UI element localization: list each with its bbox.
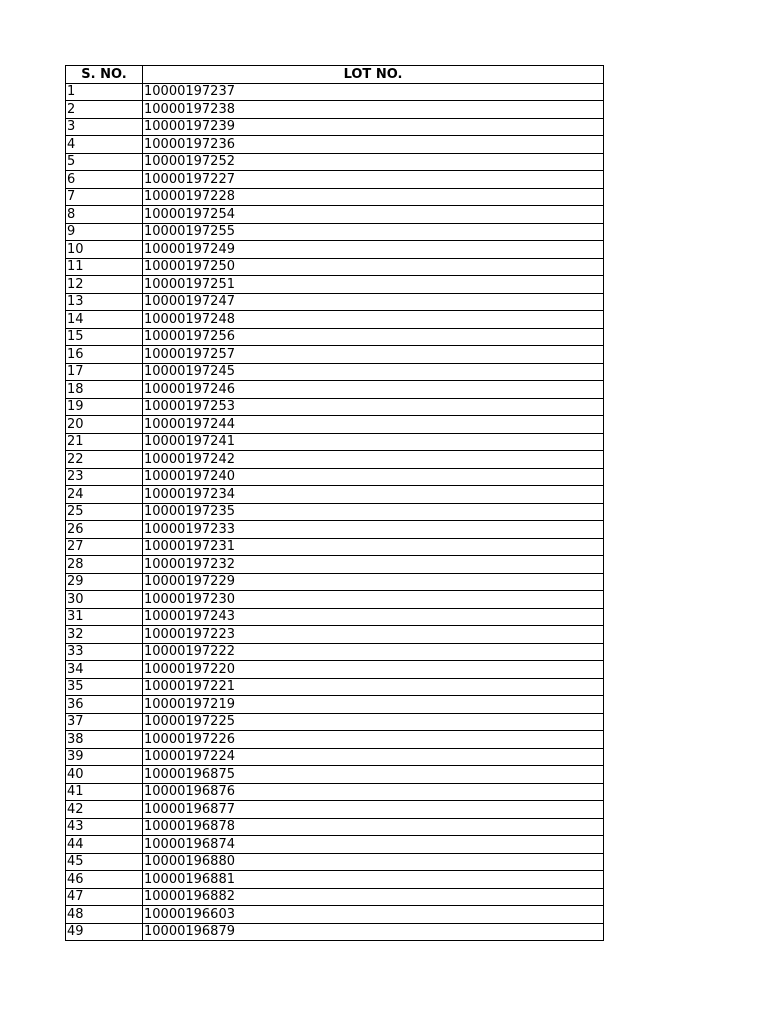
table-row bbox=[66, 363, 604, 381]
lot-number-cell: 10000197254 bbox=[143, 206, 604, 224]
table-row bbox=[66, 83, 604, 101]
lot-number-cell: 10000196879 bbox=[143, 923, 604, 941]
serial-number-cell: 12 bbox=[66, 276, 143, 294]
lot-number-cell: 10000197252 bbox=[143, 153, 604, 171]
serial-number-cell: 10 bbox=[66, 241, 143, 259]
table-row bbox=[66, 241, 604, 259]
lot-number-cell: 10000197233 bbox=[143, 521, 604, 539]
lot-number-cell: 10000197235 bbox=[143, 503, 604, 521]
table-row bbox=[66, 398, 604, 416]
lot-number-cell: 10000197240 bbox=[143, 468, 604, 486]
lot-number-cell: 10000197248 bbox=[143, 311, 604, 329]
lot-number-cell: 10000197245 bbox=[143, 363, 604, 381]
lot-number-cell: 10000197239 bbox=[143, 118, 604, 136]
serial-number-cell: 11 bbox=[66, 258, 143, 276]
lot-number-cell: 10000197249 bbox=[143, 241, 604, 259]
lot-number-cell: 10000197246 bbox=[143, 381, 604, 399]
lot-number-cell: 10000197226 bbox=[143, 731, 604, 749]
serial-number-cell: 49 bbox=[66, 923, 143, 941]
serial-number-cell: 37 bbox=[66, 713, 143, 731]
serial-number-cell: 24 bbox=[66, 486, 143, 504]
serial-number-cell: 43 bbox=[66, 818, 143, 836]
table-row bbox=[66, 836, 604, 854]
serial-number-cell: 46 bbox=[66, 871, 143, 889]
lot-number-cell: 10000197224 bbox=[143, 748, 604, 766]
lot-number-cell: 10000196882 bbox=[143, 888, 604, 906]
column-header-lot-number: LOT NO. bbox=[143, 66, 604, 84]
serial-number-cell: 4 bbox=[66, 136, 143, 154]
lot-number-cell: 10000196876 bbox=[143, 783, 604, 801]
serial-number-cell: 36 bbox=[66, 696, 143, 714]
lot-number-cell: 10000197257 bbox=[143, 346, 604, 364]
table-row bbox=[66, 521, 604, 539]
table-row bbox=[66, 206, 604, 224]
lot-number-table bbox=[65, 65, 604, 941]
serial-number-cell: 42 bbox=[66, 801, 143, 819]
lot-number-cell: 10000197222 bbox=[143, 643, 604, 661]
table-row bbox=[66, 486, 604, 504]
serial-number-cell: 1 bbox=[66, 83, 143, 101]
lot-number-cell: 10000196875 bbox=[143, 766, 604, 784]
lot-number-cell: 10000197251 bbox=[143, 276, 604, 294]
lot-number-cell: 10000197243 bbox=[143, 608, 604, 626]
table-row bbox=[66, 906, 604, 924]
table-row bbox=[66, 783, 604, 801]
column-header-serial-number: S. NO. bbox=[66, 66, 143, 84]
lot-number-cell: 10000197234 bbox=[143, 486, 604, 504]
table-row bbox=[66, 416, 604, 434]
serial-number-cell: 48 bbox=[66, 906, 143, 924]
table-row bbox=[66, 678, 604, 696]
table-row bbox=[66, 731, 604, 749]
table-row bbox=[66, 888, 604, 906]
serial-number-cell: 44 bbox=[66, 836, 143, 854]
lot-number-cell: 10000197255 bbox=[143, 223, 604, 241]
table-row bbox=[66, 923, 604, 941]
table-row bbox=[66, 118, 604, 136]
table-row bbox=[66, 381, 604, 399]
serial-number-cell: 7 bbox=[66, 188, 143, 206]
table-row bbox=[66, 696, 604, 714]
lot-number-cell: 10000197241 bbox=[143, 433, 604, 451]
lot-number-cell: 10000197247 bbox=[143, 293, 604, 311]
serial-number-cell: 30 bbox=[66, 591, 143, 609]
table-row bbox=[66, 188, 604, 206]
serial-number-cell: 47 bbox=[66, 888, 143, 906]
lot-number-cell: 10000196880 bbox=[143, 853, 604, 871]
serial-number-cell: 6 bbox=[66, 171, 143, 189]
table-row bbox=[66, 223, 604, 241]
serial-number-cell: 28 bbox=[66, 556, 143, 574]
serial-number-cell: 19 bbox=[66, 398, 143, 416]
lot-number-cell: 10000197229 bbox=[143, 573, 604, 591]
table-row bbox=[66, 503, 604, 521]
serial-number-cell: 39 bbox=[66, 748, 143, 766]
table-row bbox=[66, 661, 604, 679]
serial-number-cell: 2 bbox=[66, 101, 143, 119]
serial-number-cell: 25 bbox=[66, 503, 143, 521]
table-body bbox=[66, 83, 604, 941]
table-row bbox=[66, 171, 604, 189]
lot-number-cell: 10000197227 bbox=[143, 171, 604, 189]
table-row bbox=[66, 538, 604, 556]
lot-number-cell: 10000197231 bbox=[143, 538, 604, 556]
lot-number-cell: 10000197220 bbox=[143, 661, 604, 679]
lot-number-cell: 10000197219 bbox=[143, 696, 604, 714]
table-row bbox=[66, 451, 604, 469]
lot-number-cell: 10000196881 bbox=[143, 871, 604, 889]
lot-number-cell: 10000196878 bbox=[143, 818, 604, 836]
table-row bbox=[66, 766, 604, 784]
serial-number-cell: 5 bbox=[66, 153, 143, 171]
table-row bbox=[66, 573, 604, 591]
serial-number-cell: 35 bbox=[66, 678, 143, 696]
lot-number-cell: 10000196877 bbox=[143, 801, 604, 819]
table-row bbox=[66, 853, 604, 871]
table-row bbox=[66, 328, 604, 346]
serial-number-cell: 27 bbox=[66, 538, 143, 556]
table-row bbox=[66, 311, 604, 329]
serial-number-cell: 9 bbox=[66, 223, 143, 241]
lot-number-cell: 10000197250 bbox=[143, 258, 604, 276]
lot-number-cell: 10000197238 bbox=[143, 101, 604, 119]
lot-number-cell: 10000197236 bbox=[143, 136, 604, 154]
serial-number-cell: 26 bbox=[66, 521, 143, 539]
table-row bbox=[66, 258, 604, 276]
serial-number-cell: 32 bbox=[66, 626, 143, 644]
serial-number-cell: 38 bbox=[66, 731, 143, 749]
lot-number-cell: 10000196603 bbox=[143, 906, 604, 924]
serial-number-cell: 41 bbox=[66, 783, 143, 801]
lot-number-cell: 10000197232 bbox=[143, 556, 604, 574]
table-row bbox=[66, 556, 604, 574]
serial-number-cell: 23 bbox=[66, 468, 143, 486]
table-row bbox=[66, 643, 604, 661]
table-row bbox=[66, 468, 604, 486]
serial-number-cell: 18 bbox=[66, 381, 143, 399]
serial-number-cell: 29 bbox=[66, 573, 143, 591]
serial-number-cell: 15 bbox=[66, 328, 143, 346]
table-row bbox=[66, 801, 604, 819]
table-row bbox=[66, 153, 604, 171]
lot-number-cell: 10000197242 bbox=[143, 451, 604, 469]
lot-number-cell: 10000197256 bbox=[143, 328, 604, 346]
serial-number-cell: 14 bbox=[66, 311, 143, 329]
serial-number-cell: 17 bbox=[66, 363, 143, 381]
lot-number-cell: 10000196874 bbox=[143, 836, 604, 854]
lot-number-cell: 10000197228 bbox=[143, 188, 604, 206]
table-row bbox=[66, 626, 604, 644]
serial-number-cell: 13 bbox=[66, 293, 143, 311]
lot-number-cell: 10000197221 bbox=[143, 678, 604, 696]
table-row bbox=[66, 871, 604, 889]
serial-number-cell: 21 bbox=[66, 433, 143, 451]
table-header-row bbox=[66, 66, 604, 84]
serial-number-cell: 40 bbox=[66, 766, 143, 784]
table-row bbox=[66, 713, 604, 731]
serial-number-cell: 3 bbox=[66, 118, 143, 136]
table-row bbox=[66, 136, 604, 154]
serial-number-cell: 16 bbox=[66, 346, 143, 364]
table-row bbox=[66, 818, 604, 836]
table-row bbox=[66, 433, 604, 451]
lot-number-cell: 10000197237 bbox=[143, 83, 604, 101]
table-row bbox=[66, 276, 604, 294]
serial-number-cell: 22 bbox=[66, 451, 143, 469]
lot-number-cell: 10000197244 bbox=[143, 416, 604, 434]
lot-number-cell: 10000197230 bbox=[143, 591, 604, 609]
serial-number-cell: 33 bbox=[66, 643, 143, 661]
serial-number-cell: 45 bbox=[66, 853, 143, 871]
table-row bbox=[66, 608, 604, 626]
serial-number-cell: 31 bbox=[66, 608, 143, 626]
serial-number-cell: 8 bbox=[66, 206, 143, 224]
serial-number-cell: 34 bbox=[66, 661, 143, 679]
table-row bbox=[66, 346, 604, 364]
table-row bbox=[66, 591, 604, 609]
lot-number-cell: 10000197223 bbox=[143, 626, 604, 644]
serial-number-cell: 20 bbox=[66, 416, 143, 434]
lot-number-cell: 10000197225 bbox=[143, 713, 604, 731]
lot-number-cell: 10000197253 bbox=[143, 398, 604, 416]
table-row bbox=[66, 293, 604, 311]
table-row bbox=[66, 748, 604, 766]
table-row bbox=[66, 101, 604, 119]
